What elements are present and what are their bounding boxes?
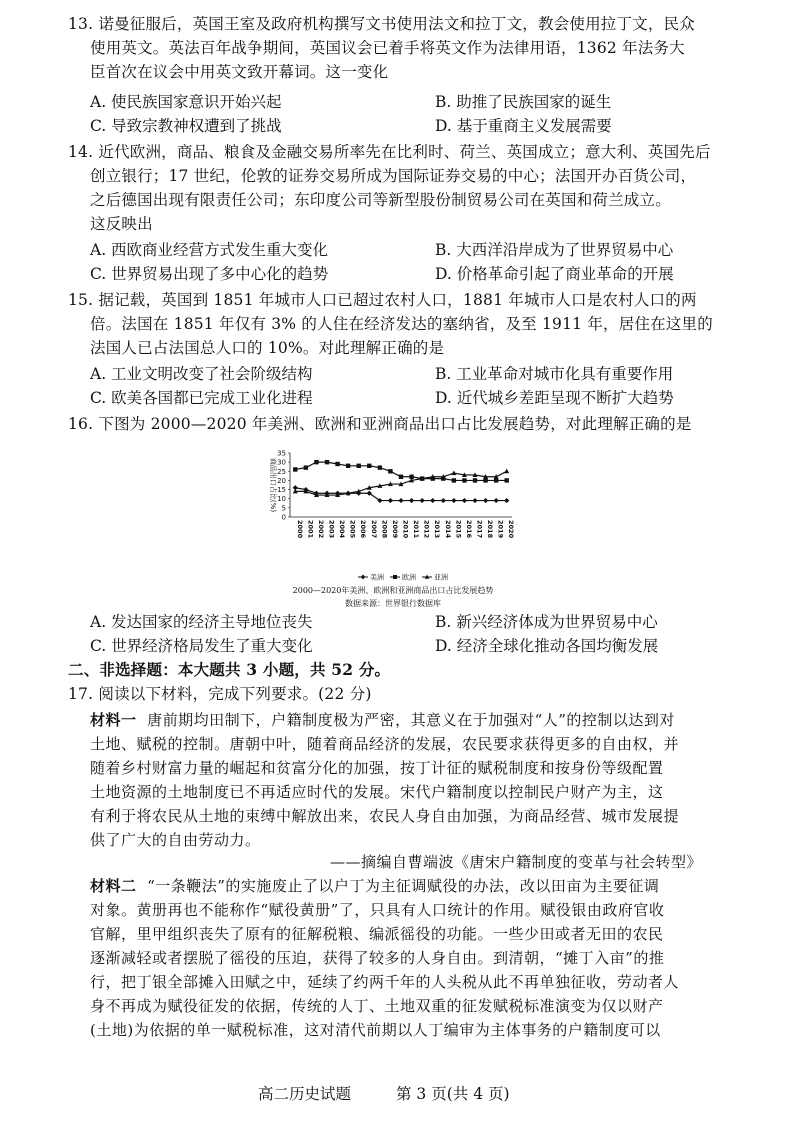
q17-material-2-line-5: 行，把丁银全部摊入田赋之中，延续了约两千年的人头税从此不再单独征收，劳动者人: [90, 973, 680, 991]
data-point: [357, 464, 361, 468]
data-point: [472, 498, 477, 503]
q17-material-1-line-4: 土地资源的土地制度已不再适应时代的发展。宋代户籍制度以控制民户财产为主，这: [90, 783, 664, 801]
x-tick-label: 2015: [454, 520, 463, 539]
q17-material-1-line-1: [90, 710, 675, 730]
q17-material-1-line-2: 土地、赋税的控制。唐朝中叶，随着商品经济的发展，农民要求获得更多的自由权，并: [90, 735, 680, 753]
data-point: [494, 478, 498, 482]
x-tick-label: 2001: [306, 520, 315, 539]
q17-material-2-line-2: 对象。黄册再也不能称作“赋役黄册”了，只具有人口统计的作用。赋役银由政府官收: [90, 901, 665, 919]
q16-option-a[interactable]: A. 发达国家的经济主导地位丧失: [90, 613, 313, 631]
q17-material-2-line-1: [90, 876, 659, 896]
q14-option-a[interactable]: A. 西欧商业经营方式发生重大变化: [90, 241, 329, 259]
x-tick-label: 2005: [348, 520, 357, 539]
data-point: [494, 498, 499, 503]
q14-stem-line-1: 14. 近代欧洲，商品、粮食及金融交易所率先在比利时、荷兰、英国成立；意大利、英国先后: [68, 143, 711, 161]
data-point: [504, 469, 509, 474]
q13-option-c[interactable]: C. 导致宗教神权遭到了挑战: [90, 117, 282, 135]
x-tick-label: 2008: [380, 520, 389, 539]
q15-option-a[interactable]: A. 工业文明改变了社会阶级结构: [90, 365, 313, 383]
q17-material-2-line-4: 逐渐减轻或者摆脱了徭役的压迫，获得了较多的人身自由。到清朝，“摊丁入亩”的推: [90, 949, 665, 967]
data-point: [430, 498, 435, 503]
y-tick-label: 0: [281, 513, 286, 522]
data-point: [304, 465, 308, 469]
legend-marker: [361, 575, 366, 580]
data-point: [483, 498, 488, 503]
q13-stem-line-3: 臣首次在议会中用英文致开幕词。这一变化: [90, 63, 389, 81]
q16-option-c[interactable]: C. 世界经济格局发生了重大变化: [90, 637, 313, 655]
data-point: [346, 464, 350, 468]
q17-material-2-line-6: 身不再成为赋役征发的依据，传统的人丁、土地双重的征发赋税标准演变为仅以财产: [90, 997, 664, 1015]
data-point: [335, 462, 339, 466]
q15-stem-line-3: 法国人已占法国总人口的 10%。对此理解正确的是: [90, 339, 445, 357]
q14-option-c[interactable]: C. 世界贸易出现了多中心化的趋势: [90, 265, 329, 283]
legend-label: 美洲: [370, 573, 384, 582]
q15-option-b[interactable]: B. 工业革命对城市化具有重要作用: [435, 365, 674, 383]
data-point: [504, 498, 509, 503]
legend-label: 欧洲: [402, 573, 416, 582]
y-tick-label: 20: [277, 476, 286, 485]
x-tick-label: 2012: [422, 520, 431, 539]
q17-material-1-line-6: 供了广大的自由劳动力。: [90, 831, 261, 849]
data-point: [398, 498, 403, 503]
y-tick-label: 10: [277, 495, 286, 504]
q13-option-d[interactable]: D. 基于重商主义发展需要: [435, 117, 612, 135]
data-point: [388, 498, 393, 503]
q14-stem-line-4: 这反映出: [90, 215, 153, 233]
x-tick-label: 2018: [486, 520, 495, 539]
x-tick-label: 2007: [369, 520, 378, 539]
q17-material-1-source: ——摘编自曹端波《唐宋户籍制度的变革与社会转型》: [330, 853, 703, 871]
q17-material-1-line-5: 有利于将农民从土地的束缚中解放出来，农民人身自由加强，为商品经营、城市发展提: [90, 807, 680, 825]
data-point: [325, 460, 329, 464]
data-point: [420, 498, 425, 503]
y-axis-label: 商品出口占比(%): [269, 457, 277, 513]
data-point: [293, 467, 297, 471]
x-tick-label: 2000: [295, 520, 304, 539]
x-tick-label: 2004: [338, 520, 347, 539]
legend-marker: [393, 575, 397, 579]
data-point: [399, 475, 403, 479]
q17-intro: 17. 阅读以下材料，完成下列要求。(22 分): [68, 685, 372, 703]
footer-exam-title: 高二历史试题: [258, 1085, 352, 1103]
data-point: [388, 469, 392, 473]
y-tick-label: 15: [277, 486, 286, 495]
x-tick-label: 2011: [412, 520, 421, 539]
x-tick-label: 2006: [359, 520, 368, 539]
x-tick-label: 2019: [496, 520, 505, 539]
chart-title: 2000—2020年美洲、欧洲和亚洲商品出口占比发展趋势: [292, 586, 494, 595]
q13-stem-line-2: 使用英文。英法百年战争期间，英国议会已着手将英文作为法律用语，1362 年法务大: [90, 39, 685, 57]
y-tick-label: 35: [277, 449, 286, 458]
x-tick-label: 2003: [327, 520, 336, 539]
x-tick-label: 2002: [316, 520, 325, 539]
data-point: [441, 498, 446, 503]
x-tick-label: 2009: [390, 520, 399, 539]
data-point: [367, 464, 371, 468]
q15-stem-line-1: 15. 据记载，英国到 1851 年城市人口已超过农村人口，1881 年城市人口是农村人口的两: [68, 291, 697, 309]
data-point: [409, 498, 414, 503]
section-2-heading: 二、非选择题：本大题共 3 小题，共 52 分。: [68, 660, 391, 679]
x-tick-label: 2014: [443, 520, 452, 539]
q14-stem-line-3: 之后德国出现有限责任公司；东印度公司等新型股份制贸易公司在英国和荷兰成立。: [90, 191, 671, 209]
material-1-label: 材料一: [90, 711, 137, 729]
data-point: [462, 478, 466, 482]
legend-label: 亚洲: [434, 573, 448, 582]
q14-option-d[interactable]: D. 价格革命引起了商业革命的开展: [435, 265, 674, 283]
data-point: [473, 478, 477, 482]
data-point: [378, 465, 382, 469]
x-tick-label: 2017: [475, 520, 484, 539]
q17-material-1-line-3: 随着乡村财富力量的崛起和贫富分化的加强，按丁计征的赋税制度和按身份等级配置: [90, 759, 664, 777]
q14-option-b[interactable]: B. 大西洋沿岸成为了世界贸易中心: [435, 241, 674, 259]
footer-page-number: 第 3 页(共 4 页): [396, 1085, 510, 1103]
material-2-text-1: “一条鞭法”的实施废止了以户丁为主征调赋役的办法，改以田亩为主要征调: [147, 877, 660, 895]
data-point: [451, 498, 456, 503]
q15-option-d[interactable]: D. 近代城乡差距呈现不断扩大趋势: [435, 389, 674, 407]
x-tick-label: 2010: [401, 520, 410, 539]
data-point: [483, 478, 487, 482]
q15-stem-line-2: 倍。法国在 1851 年仅有 3% 的人住在经济发达的塞纳省，及至 1911 年，居住在这里的: [90, 315, 713, 333]
data-point: [314, 460, 318, 464]
x-tick-label: 2020: [507, 520, 516, 539]
chart-source: 数据来源：世界银行数据库: [345, 599, 441, 608]
data-point: [462, 498, 467, 503]
q13-stem-line-1: 13. 诺曼征服后，英国王室及政府机构撰写文书使用法文和拉丁文，教会使用拉丁文，民众: [68, 15, 695, 33]
q16-stem-line-1: 16. 下图为 2000—2020 年美洲、欧洲和亚洲商品出口占比发展趋势，对此理解正确的是: [68, 415, 692, 433]
q13-option-a[interactable]: A. 使民族国家意识开始兴起: [90, 93, 282, 111]
data-point: [452, 478, 456, 482]
x-tick-label: 2016: [464, 520, 473, 539]
y-tick-label: 25: [277, 467, 286, 476]
y-tick-label: 5: [281, 504, 286, 513]
q15-option-c[interactable]: C. 欧美各国都已完成工业化进程: [90, 389, 313, 407]
q14-stem-line-2: 创立银行；17 世纪，伦敦的证券交易所成为国际证券交易的中心；法国开办百货公司，: [90, 167, 697, 185]
data-point: [505, 478, 509, 482]
q13-option-b[interactable]: B. 助推了民族国家的诞生: [435, 93, 612, 111]
x-tick-label: 2013: [433, 520, 442, 539]
material-1-text-1: 唐前期均田制下，户籍制度极为严密，其意义在于加强对“人”的控制以达到对: [147, 711, 675, 729]
material-2-label: 材料二: [90, 877, 137, 895]
q16-option-d[interactable]: D. 经济全球化推动各国均衡发展: [435, 637, 659, 655]
q16-option-b[interactable]: B. 新兴经济体成为世界贸易中心: [435, 613, 658, 631]
q17-material-2-line-3: 官解，里甲组织丧失了原有的征解税粮、编派徭役的功能。一些少田或者无田的农民: [90, 925, 664, 943]
q17-material-2-line-7: (土地)为依据的单一赋税标准，这对清代前期以人丁编审为主体事务的户籍制度可以: [90, 1021, 661, 1039]
y-tick-label: 30: [277, 458, 286, 467]
